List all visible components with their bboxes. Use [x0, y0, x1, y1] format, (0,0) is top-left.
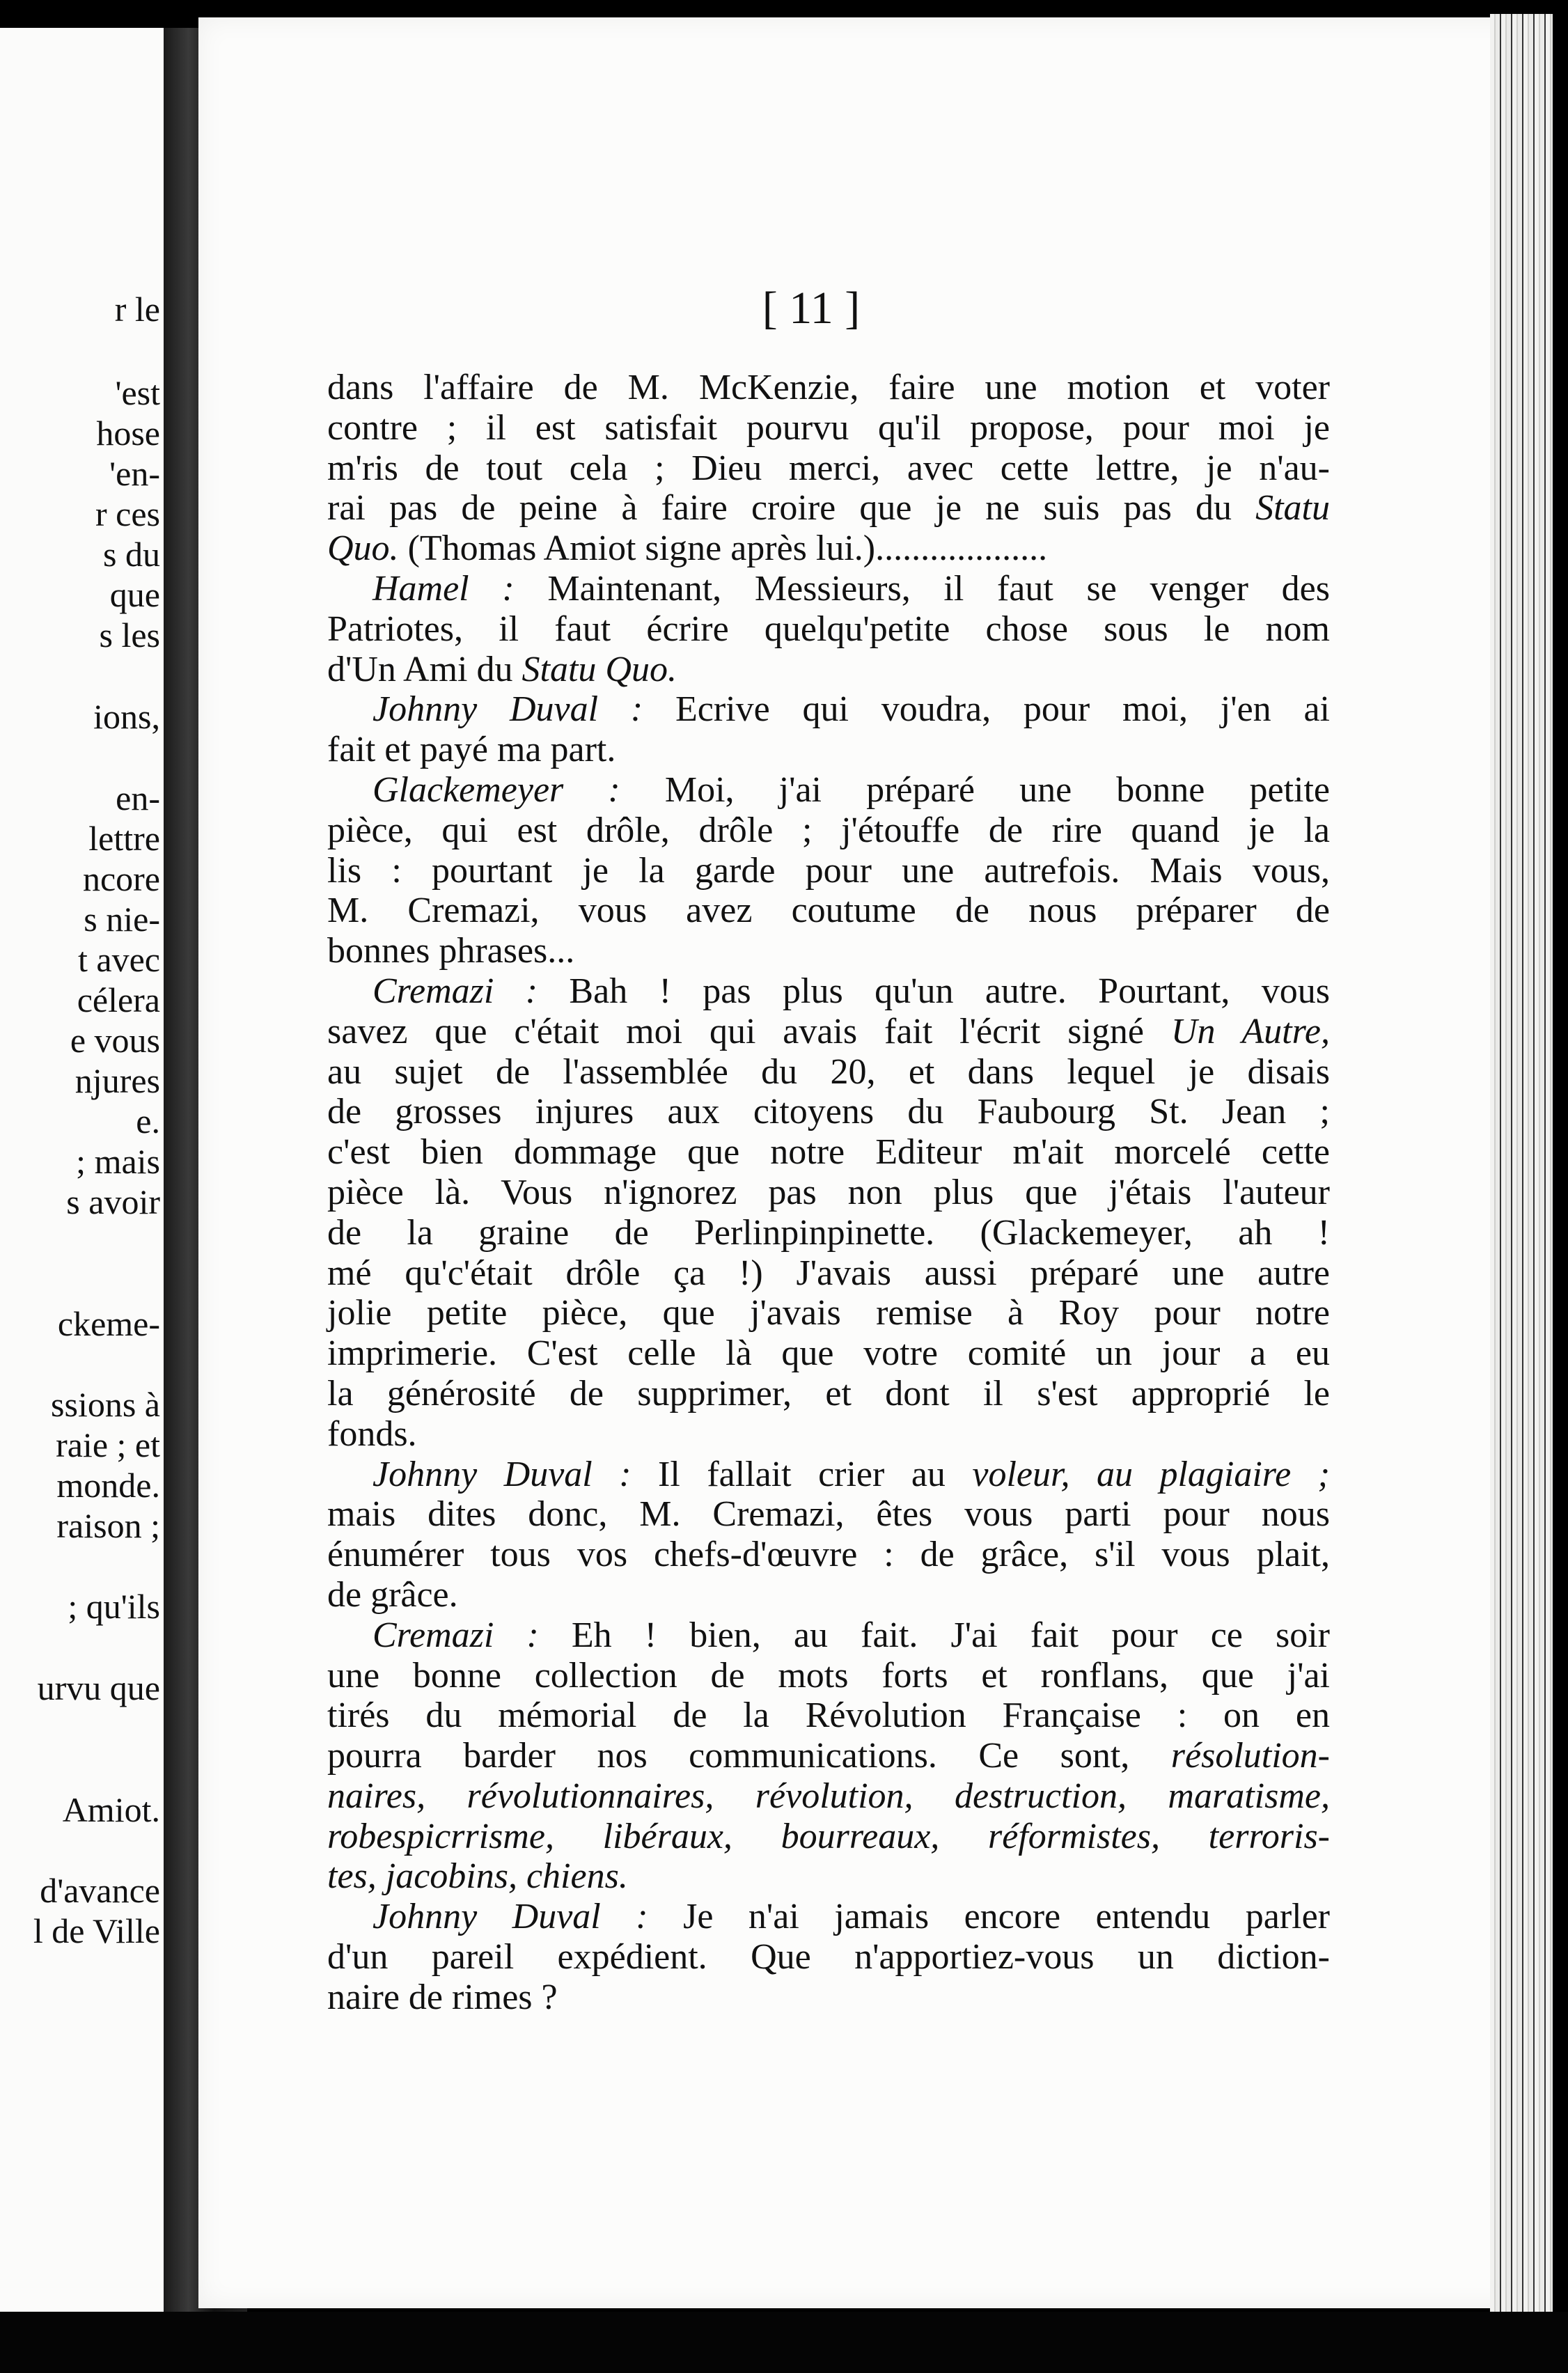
- text-line: [327, 1575, 1330, 1615]
- left-page-line: raie ; et: [56, 1425, 160, 1464]
- italic-run: naires, révolutionnaires, révolution, destruction, maratisme,: [327, 1776, 1330, 1816]
- text-line: [327, 810, 1330, 851]
- text-line: [327, 1012, 1330, 1052]
- text-run: M. Cremazi, vous avez coutume de nous préparer de: [327, 891, 1330, 931]
- text-line: [327, 448, 1330, 489]
- text-run: Bah ! pas plus qu'un autre. Pourtant, vous: [538, 971, 1331, 1011]
- text-line: [327, 1173, 1330, 1213]
- left-page-line: Amiot.: [62, 1790, 160, 1829]
- text-run: mais dites donc, M. Cremazi, êtes vous parti pour nous: [327, 1494, 1330, 1535]
- text-line: [327, 1253, 1330, 1294]
- text-line: [327, 1937, 1330, 1978]
- left-page-line: e.: [136, 1102, 160, 1141]
- italic-run: résolution-: [1170, 1736, 1330, 1776]
- left-page-line: r ces: [95, 494, 160, 533]
- text-run: de la graine de Perlinpinpinette. (Glackemeyer, ah !: [327, 1212, 1330, 1253]
- text-run: Il fallait crier au: [631, 1454, 973, 1494]
- text-run: Maintenant, Messieurs, il faut se venger des: [514, 568, 1330, 609]
- text-line: [327, 1455, 1330, 1495]
- text-run: naire de rimes ?: [327, 1977, 558, 2017]
- text-line: [327, 528, 1330, 569]
- text-line: [327, 891, 1330, 931]
- italic-run: Statu Quo.: [522, 649, 677, 689]
- left-page-line: r le: [114, 290, 160, 329]
- italic-run: tes, jacobins, chiens.: [327, 1856, 628, 1897]
- left-page-line: raison ;: [56, 1506, 160, 1545]
- left-page-line: ; qu'ils: [68, 1587, 160, 1626]
- text-run: Patriotes, il faut écrire quelqu'petite chose sous le nom: [327, 609, 1330, 649]
- text-line: [327, 1092, 1330, 1132]
- text-run: lis : pourtant je la garde pour une autrefois. Mais vous,: [327, 850, 1330, 891]
- left-page-line: s nie-: [84, 900, 160, 939]
- text-run: c'est bien dommage que notre Editeur m'ait morcelé cette: [327, 1132, 1330, 1173]
- text-run: jolie petite pièce, que j'avais remise à Roy pour notre: [327, 1293, 1330, 1333]
- text-line: [327, 1776, 1330, 1817]
- text-run: au sujet de l'assemblée du 20, et dans lequel je disais: [327, 1051, 1330, 1092]
- text-line: [327, 1414, 1330, 1455]
- left-page-line: s avoir: [66, 1182, 160, 1221]
- text-run: la générosité de supprimer, et dont il s'est approprié le: [327, 1373, 1330, 1413]
- text-line: [327, 569, 1330, 609]
- left-page-line: s du: [103, 535, 160, 574]
- text-line: [327, 650, 1330, 690]
- text-line: [327, 689, 1330, 730]
- text-run: Ecrive qui voudra, pour moi, j'en ai: [643, 689, 1330, 730]
- text-run: (Thomas Amiot signe après lui.)...................: [398, 528, 1048, 569]
- text-line: [327, 1897, 1330, 1937]
- text-line: [327, 1293, 1330, 1333]
- left-page-line: en-: [116, 778, 160, 817]
- text-run: de grâce.: [327, 1574, 458, 1615]
- left-page-line: que: [109, 575, 160, 614]
- text-run: énumérer tous vos chefs-d'œuvre : de grâce, s'il vous plait,: [327, 1535, 1330, 1575]
- text-run: m'ris de tout cela ; Dieu merci, avec cette lettre, je n'au-: [327, 448, 1330, 488]
- italic-run: robespicrrisme, libéraux, bourreaux, réformistes, terroris-: [327, 1816, 1330, 1856]
- italic-run: Hamel :: [373, 568, 515, 609]
- left-page-line: ckeme-: [57, 1304, 160, 1343]
- left-page-line: hose: [96, 414, 160, 453]
- left-page-line: e vous: [70, 1021, 160, 1060]
- left-page-line: s les: [99, 616, 160, 655]
- italic-run: Johnny Duval :: [373, 1897, 648, 1937]
- page-body-text: [327, 368, 1330, 2018]
- text-line: [327, 1856, 1330, 1897]
- text-run: de grosses injures aux citoyens du Faubourg St. Jean ;: [327, 1092, 1330, 1132]
- left-page-line: ions,: [93, 697, 160, 736]
- text-run: tirés du mémorial de la Révolution Française : on en: [327, 1695, 1330, 1736]
- left-page-line: 'est: [115, 373, 160, 412]
- text-line: [327, 1213, 1330, 1253]
- italic-run: Johnny Duval :: [373, 689, 643, 730]
- left-page-line: célera: [77, 980, 160, 1019]
- text-run: Moi, j'ai préparé une bonne petite: [620, 769, 1331, 810]
- italic-run: Cremazi :: [373, 1615, 539, 1655]
- left-page-line: ssions à: [51, 1385, 160, 1424]
- text-run: une bonne collection de mots forts et ronflans, que j'ai: [327, 1655, 1330, 1695]
- text-run: fait et payé ma part.: [327, 730, 616, 770]
- italic-run: Un Autre,: [1170, 1011, 1331, 1051]
- text-line: [327, 609, 1330, 650]
- text-line: [327, 730, 1330, 770]
- left-page-line: ncore: [82, 859, 160, 898]
- text-line: [327, 770, 1330, 810]
- text-line: [327, 971, 1330, 1012]
- text-line: [327, 1535, 1330, 1575]
- left-page-line: njures: [75, 1061, 160, 1100]
- text-line: [327, 1374, 1330, 1414]
- text-run: contre ; il est satisfait pourvu qu'il propose, pour moi je: [327, 407, 1330, 448]
- text-line: [327, 488, 1330, 528]
- text-line: [327, 1817, 1330, 1857]
- text-run: Eh ! bien, au fait. J'ai fait pour ce soir: [538, 1615, 1330, 1655]
- text-run: rai pas de peine à faire croire que je ne suis pas du: [327, 488, 1256, 528]
- italic-run: Statu: [1255, 488, 1330, 528]
- text-line: [327, 1978, 1330, 2018]
- left-page-line: urvu que: [37, 1668, 160, 1707]
- left-page-line: d'avance: [40, 1871, 160, 1910]
- text-run: savez que c'était moi qui avais fait l'écrit signé: [327, 1011, 1171, 1051]
- left-page-line: l de Ville: [33, 1911, 160, 1950]
- text-line: [327, 1132, 1330, 1173]
- text-run: bonnes phrases...: [327, 931, 575, 971]
- page-number: [ 11 ]: [762, 283, 861, 334]
- left-page-line: monde.: [56, 1466, 160, 1505]
- left-page-line: t avec: [78, 940, 160, 979]
- italic-run: Johnny Duval :: [373, 1454, 632, 1494]
- italic-run: Quo.: [327, 528, 399, 569]
- text-line: [327, 1494, 1330, 1535]
- text-run: pourra barder nos communications. Ce sont,: [327, 1736, 1171, 1776]
- text-line: [327, 1333, 1330, 1374]
- text-line: [327, 1656, 1330, 1696]
- text-line: [327, 408, 1330, 448]
- text-run: d'un pareil expédient. Que n'apportiez-vous un diction-: [327, 1937, 1330, 1978]
- italic-run: Glackemeyer :: [373, 769, 620, 810]
- text-line: [327, 1736, 1330, 1776]
- text-line: [327, 851, 1330, 891]
- text-run: fonds.: [327, 1413, 417, 1454]
- text-run: d'Un Ami du: [327, 649, 522, 689]
- text-run: pièce, qui est drôle, drôle ; j'étouffe de rire quand je la: [327, 810, 1330, 850]
- text-run: dans l'affaire de M. McKenzie, faire une motion et voter: [327, 368, 1330, 407]
- text-run: mé qu'c'était drôle ça !) J'avais aussi préparé une autre: [327, 1253, 1330, 1293]
- text-line: [327, 368, 1330, 408]
- scan-background: [0, 2312, 1568, 2373]
- text-run: pièce là. Vous n'ignorez pas non plus que j'étais l'auteur: [327, 1172, 1330, 1212]
- text-run: Je n'ai jamais encore entendu parler: [648, 1897, 1330, 1937]
- left-page-line: lettre: [88, 819, 160, 858]
- italic-run: voleur, au plagiaire ;: [972, 1454, 1331, 1494]
- page-edges: [1490, 14, 1553, 2312]
- text-line: [327, 931, 1330, 971]
- text-line: [327, 1615, 1330, 1656]
- text-line: [327, 1695, 1330, 1736]
- left-page-line: ; mais: [76, 1142, 160, 1181]
- left-page-line: 'en-: [109, 454, 160, 493]
- text-run: imprimerie. C'est celle là que votre comité un jour a eu: [327, 1333, 1330, 1374]
- italic-run: Cremazi :: [373, 971, 538, 1011]
- text-line: [327, 1052, 1330, 1092]
